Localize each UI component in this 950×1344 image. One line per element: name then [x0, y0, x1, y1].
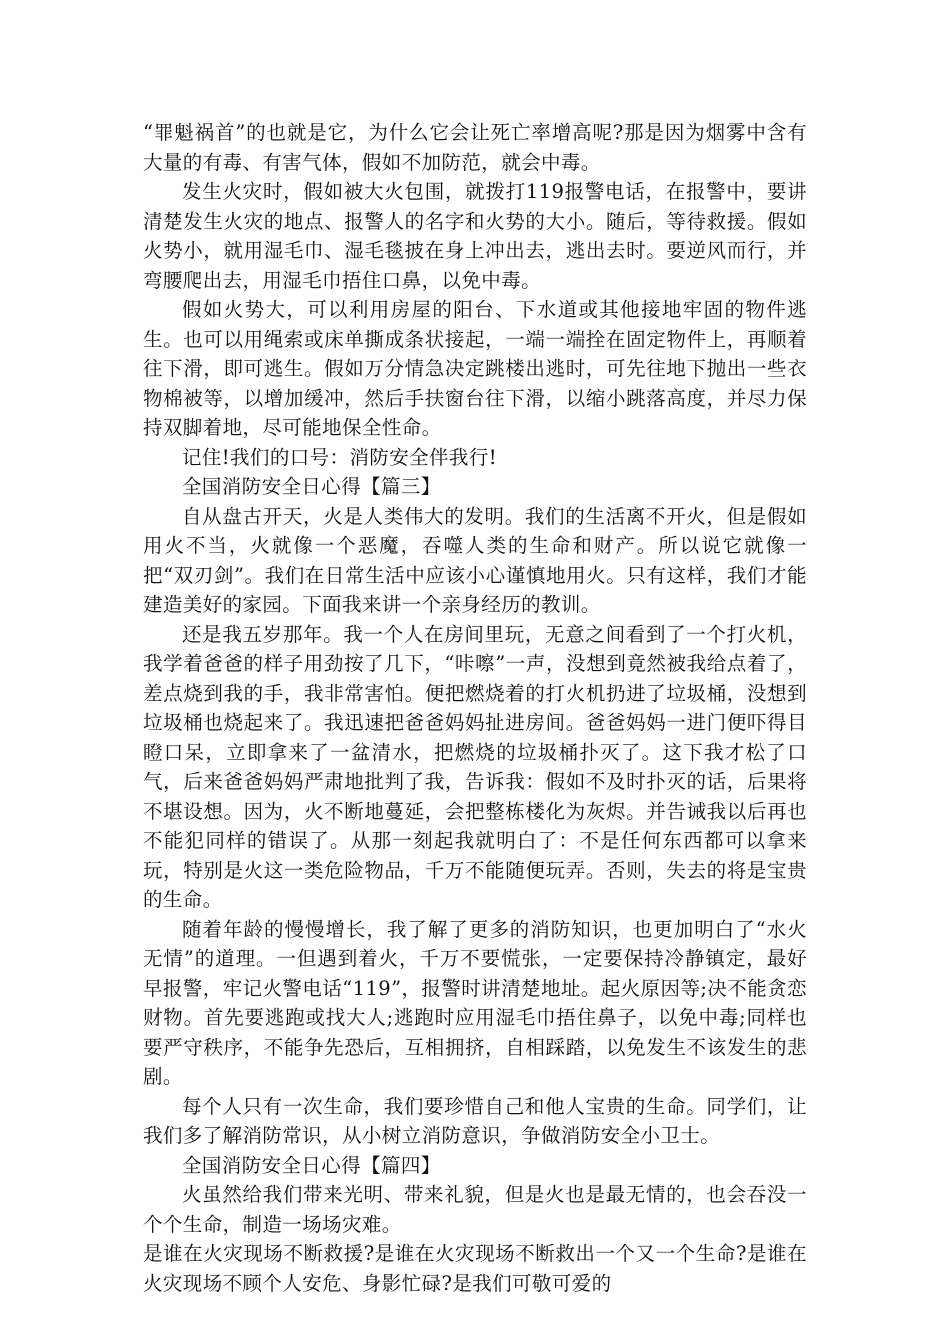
- paragraph: 每个人只有一次生命，我们要珍惜自己和他人宝贵的生命。同学们，让我们多了解消防常识，从小树立消防意识，争做消防安全小卫士。: [143, 1094, 807, 1147]
- paragraph: 随着年龄的慢慢增长，我了解了更多的消防知识，也更加明白了“水火无情”的道理。一但遇到着火，千万不要慌张，一定要保持冷静镇定，最好早报警，牢记火警电话“119”，报警时讲清楚地址。起火原因等;决不能贪恋财物。首先要逃跑或找大人;逃跑时应用湿毛巾捂住鼻子，以免中毒;同样也要严守秩序，不能争先恐后，互相拥挤，自相踩踏，以免发生不该发生的悲剧。: [143, 917, 807, 1088]
- paragraph: 还是我五岁那年。我一个人在房间里玩，无意之间看到了一个打火机，我学着爸爸的样子用劲按了几下，“咔嚓”一声，没想到竟然被我给点着了，差点烧到我的手，我非常害怕。便把燃烧着的打火机扔进了垃圾桶，没想到垃圾桶也烧起来了。我迅速把爸爸妈妈扯进房间。爸爸妈妈一进门便吓得目瞪口呆，立即拿来了一盆清水，把燃烧的垃圾桶扑灭了。这下我才松了口气，后来爸爸妈妈严肃地批判了我，告诉我：假如不及时扑灭的话，后果将不堪设想。因为，火不断地蔓延，会把整栋楼化为灰烬。并告诫我以后再也不能犯同样的错误了。从那一刻起我就明白了：不是任何东西都可以拿来玩，特别是火这一类危险物品，千万不能随便玩弄。否则，失去的将是宝贵的生命。: [143, 622, 807, 911]
- section-heading: 全国消防安全日心得【篇四】: [182, 1153, 441, 1177]
- section-heading: 全国消防安全日心得【篇三】: [182, 475, 441, 498]
- paragraph: 自从盘古开天，火是人类伟大的发明。我们的生活离不开火，但是假如用火不当，火就像一个恶魔，吞噬人类的生命和财产。所以说它就像一把“双刃剑”。我们在日常生活中应该小心谨慎地用火。只有这样，我们才能建造美好的家园。下面我来讲一个亲身经历的教训。: [143, 504, 807, 616]
- paragraph: 发生火灾时，假如被大火包围，就拨打119报警电话，在报警中，要讲清楚发生火灾的地点、报警人的名字和火势的大小。随后，等待救援。假如火势小，就用湿毛巾、湿毛毯披在身上冲出去，逃出去时。要逆风而行，并弯腰爬出去，用湿毛巾捂住口鼻，以免中毒。: [143, 180, 807, 292]
- paragraph-continued: “罪魁祸首”的也就是它，为什么它会让死亡率增高呢?那是因为烟雾中含有大量的有毒、有害气体，假如不加防范，就会中毒。: [143, 121, 807, 174]
- slogan-line: 记住!我们的口号：消防安全伴我行!: [182, 445, 497, 469]
- paragraph: 是谁在火灾现场不断救援?是谁在火灾现场不断救出一个又一个生命?是谁在火灾现场不顾个人安危、身影忙碌?是我们可敬可爱的: [143, 1242, 807, 1295]
- document-body: [143, 118, 807, 1298]
- paragraph: 火虽然给我们带来光明、带来礼貌，但是火也是最无情的，也会吞没一个个生命，制造一场场灾难。: [143, 1183, 807, 1236]
- paragraph: 假如火势大，可以利用房屋的阳台、下水道或其他接地牢固的物件逃生。也可以用绳索或床单撕成条状接起，一端一端拴在固定物件上，再顺着往下滑，即可逃生。假如万分情急决定跳楼出逃时，可先往地下抛出一些衣物棉被等，以增加缓冲，然后手扶窗台往下滑，以缩小跳落高度，并尽力保持双脚着地，尽可能地保全性命。: [143, 298, 807, 439]
